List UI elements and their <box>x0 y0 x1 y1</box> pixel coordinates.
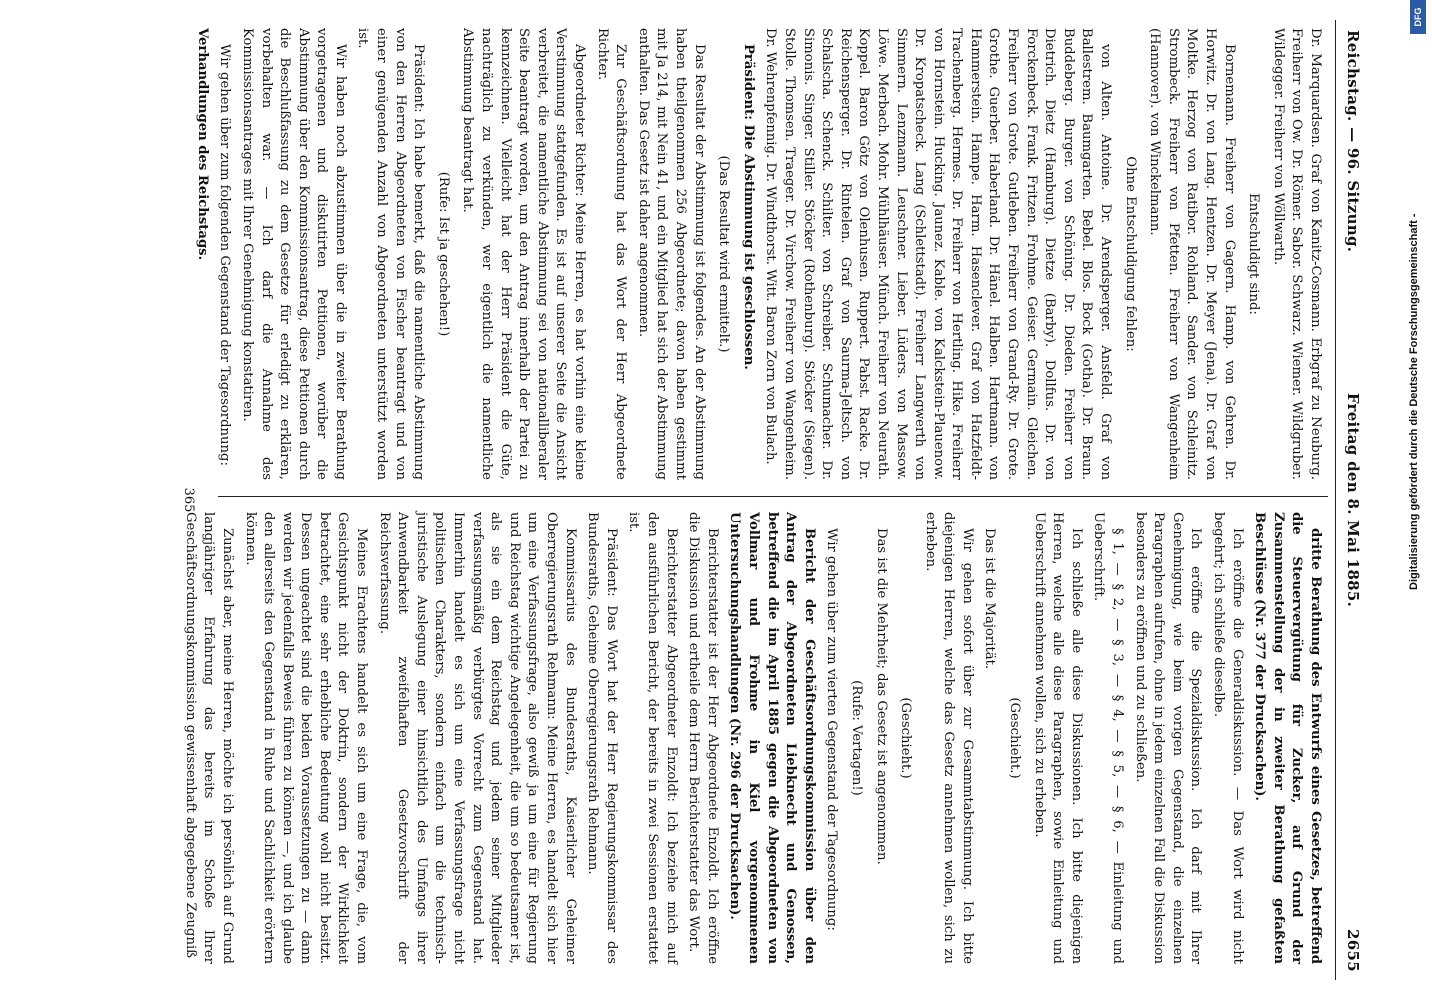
paragraph: Wir gehen über zum folgenden Gegenstand der Tagesordnung: <box>217 44 233 466</box>
header-rule <box>1335 20 1336 980</box>
paragraph: Ich schließe alle diese Diskussionen. Ich bitte diejenigen Herren, welche alle diese Paragraphen, sowie Einleitung und Ueberschrift annehmen wollen, sich zu erheben. <box>1031 512 1084 964</box>
paragraph: Kommissarius des Bundesraths, Kaiserlicher Geheimer Oberregierungsrath Rehmann: Meine Herren, es handelt sich hier um eine Verfassungsfrage, also gewiß ja um eine für Regierung und Reichstag wichtige Angelegenheit, die um so bedeutsamer ist, als sie ein dem Reichstag und jedem seiner Mitglieder verfassungsmäßig verbürgtes Vorrecht zum Gegenstand hat. Immerhin handelt es sich um eine Verfassungsfrage nicht politischen Charakters, sondern einfach um die technisch-juristische Auslegung einer hinsichtlich des Umfangs ihrer Anwendbarkeit zweifelhaften Gesetzvorschrift der Reichsverfassung. <box>376 512 578 964</box>
paragraph: (Rufe: Ist ja geschehen!) <box>435 171 451 337</box>
page-number: 2655 <box>1344 929 1362 972</box>
section-heading: Ohne Entschuldigung fehlen: <box>1122 156 1138 352</box>
paragraph: (Rufe: Vertagen!) <box>848 680 864 796</box>
paragraph: dritte Berathung des Entwurfs eines Gesetzes, betreffend die Steuervergütung für Zucker, auf Grund der Zusammenstellung der in zweiter Berathung gefaßten Beschlüsse (Nr. 377 der Drucksachen). <box>1252 512 1323 964</box>
paragraph: Meines Erachtens handelt es sich um eine Frage, die, vom Gesichtspunkt nicht der Doktrin, sondern der Wirklichkeit betrachtet, eine sehr erhebliche Bedeutung wohl nicht besitzt. Dessen ungeachtet sind die beiden Voraussetzungen zu — dann werden wir jedenfalls Beweis führen zu können —, und ich glaube den allerseits den Gegenstand in Ruhe und Sachlichkeit erörtern können. <box>242 512 370 964</box>
column-divider <box>218 496 1328 497</box>
paragraph: Das ist die Mehrheit; das Gesetz ist angenommen. <box>873 528 889 865</box>
right-column <box>36 512 1324 964</box>
paragraph: Dr. Marquardsen. Graf von Kanitz-Cosmann. Erbgraf zu Neuburg. Freiherr von Ow. Dr. Römer. Sabor. Schwarz. Wiemer. Wildgruber. Wildegger. Freiherr von Wöllwarth. <box>1270 28 1323 480</box>
paragraph: Bericht der Geschäftsordnungskommission über den Antrag der Abgeordneten Liebknecht und Genossen, betreffend die im April 1885 gegen die Abgeordneten von Vollmar und Frohme in Kiel vorgenommenen Untersuchungshandlungen (Nr. 296 der Drucksachen). <box>727 512 817 964</box>
paragraph: Berichterstatter Abgeordneter Enzoldt: Ich beziehe mich auf den ausführlichen Bericht, der bereits in zwei Sessionen erstattet ist. <box>626 512 679 964</box>
paragraph: Wir gehen sofort über zur Gesammtabstimmung. Ich bitte diejenigen Herren, welche das Gesetz annehmen wollen, sich zu erheben. <box>922 512 975 964</box>
paragraph: § 1, — § 2, — § 3, — § 4, — § 5, — § 6, — Einleitung und Ueberschrift. <box>1091 512 1126 964</box>
paragraph: Zur Geschäftsordnung hat das Wort der Herr Abgeordnete Richter. <box>594 28 629 480</box>
paragraph: (Geschieht.) <box>1007 697 1023 779</box>
paragraph: Das Resultat der Abstimmung ist folgendes. An der Abstimmung haben theilgenommen 256 Abgeordnete; davon haben gestimmt mit Ja 214, mit Nein 41, und ein Mitglied hat sich der Abstimmung enthalten. Das Gesetz ist daher angenommen. <box>635 28 707 480</box>
digitization-credit <box>1402 0 1432 1000</box>
paragraph: (Geschieht.) <box>898 697 914 779</box>
paragraph: Zunächst aber, meine Herren, möchte ich persönlich auf Grund langjähriger Erfahrung das bereits im Schoße Ihrer Geschäftsordnungskommission gewissenhaft abgegebene Zeugniß <box>182 512 235 964</box>
paragraph: Ich eröffne die Generaldiskussion. — Das Wort wird nicht begehrt; ich schließe dieselbe. <box>1211 512 1245 964</box>
header-center: Freitag den 8. Mai 1885. <box>1344 392 1362 608</box>
paragraph: Präsident: Die Abstimmung ist geschlossen. <box>740 44 756 370</box>
page-header <box>1332 20 1376 980</box>
credit-text: Digitalisierung gefördert durch die Deutsche Forschungsgemeinschaft - <box>1408 213 1420 590</box>
section-heading: Entschuldigt sind: <box>1246 193 1262 315</box>
dfg-logo-text: DFG <box>1413 7 1423 27</box>
paragraph: Das ist die Majorität. <box>982 528 998 670</box>
signature-number: 365 <box>181 487 196 513</box>
paragraph: Abgeordneter Richter: Meine Herren, es hat vorhin eine kleine Verstimmung stattgefunden. Es ist auf unserer Seite die Ansicht verbreitet, die namentliche Abstimmung sei von nationalliberaler Seite beantragt worden, um den Antrag innerhalb der Partei zu kennzeichnen. Vielleicht hat der Herr Präsident die Güte, nachträglich zu verkünden, wer eigentlich die namentliche Abstimmung beantragt hat. <box>460 28 588 480</box>
header-left: Reichstag. — 96. Sitzung. <box>1344 30 1362 253</box>
paragraph: Wir gehen über zum vierten Gegenstand der Tagesordnung: <box>824 528 840 931</box>
paragraph: (Das Resultat wird ermittelt.) <box>716 155 732 353</box>
footer-note: Verhandlungen des Reichstags. <box>194 28 210 261</box>
paragraph: von Alten. Antoine. Dr. Arendsperger. Ansfeld. Graf von Ballestrem. Baumgarten. Bebel. Blos. Bock (Gotha). Dr. Braun. Buddeberg. Burger. von Schöning. Dr. Dieden. Freiherr von Dietrich. Dietz (Hamburg). Dietze (Barby). Dollfus. Dr. von Forckenbeck. Frank. Fritzen. Frohme. Geiser. Germain. Gleichen. Freiherr von Grote. Gutleben. Freiherr von Grand-Ry. Dr. Grote. Grothe. Guerber. Haberland. Dr. Hänel. Halben. Hartmann. von Hammerstein. Hampe. Harm. Hasenclever. Graf von Hatzfeldt-Trachenberg. Hermes. Dr. Freiherr von Hertling. Hike. Freiherr von Hornstein. Hucking. Jaunez. Kable. von Kalckstein-Plauenow. Dr. Kropatscheck. Lang (Schlettstadt). Freiherr Langwerth von Simmern. Lenzmann. Leuschner. Lieber. Lüders. von Massow. Löwe. Merbach. Mohr. Mühlhäuser. Münch. Freiherr von Neurath. Koppel. Baron Götz von Olenhusen. Ruppert. Pabst. Racke. Dr. Reichensperger. Dr. Rintelen. Graf von Saurma-Jeltsch. von Schalscha. Schenck. Schilter. von Schreiber. Schumacher. Dr. Simonis. Singer. Stiller. Stöcker (Rothenburg). Stöcker (Siegen). Stolle. Thomsen. Traeger. Dr. Virchow. Freiherr von Wangenheim. Dr. Wehrenpfennig. Dr. Windthorst. Witt. Baron Zorn von Bulach. <box>763 28 1114 480</box>
paragraph: Bornemann. Freiherr von Gagern. Hamp. von Gehren. Dr. Horwitz. Dr. von Lang. Hentzen. Dr. Meyer (Jena). Dr. Graf von Moltke. Herzog von Ratibor. Rohland. Sander. von Schleinitz. Strombeck. Freiherr von Pfetten. Freiherr von Wangenheim (Hannover). von Winckelmann. <box>1147 28 1237 480</box>
paragraph: Berichterstatter ist der Herr Abgeordnete Enzoldt. Ich eröffne die Diskussion und ertheile dem Herrn Berichterstatter das Wort. <box>686 512 720 964</box>
left-column <box>36 28 1324 480</box>
rotated-page <box>36 20 1376 980</box>
paragraph: Präsident: Das Wort hat der Herr Regierungskommissar des Bundesraths, Geheime Oberregierungsrath Rehmann. <box>585 512 619 964</box>
paragraph: Ich eröffne die Spezialdiskussion. Ich darf mit Ihrer Genehmigung, wie beim vorigen Gegenstand, die einzelnen Paragraphen aufrufen, ohne in jedem einzelnen Fall die Diskussion besonders zu eröffnen und zu schließen. <box>1132 512 1204 964</box>
paragraph: Wir haben noch abzustimmen über die in zweiter Berathung vorgetragenen und diskutirten Petitionen, worüber die Abstimmung über den Kommissionsantrag, diese Petitionen durch die Beschlußfassung zu dem Gesetze für erledigt zu erklären, vorbehalten war. — Ich darf die Annahme des Kommissionsantrages mit Ihrer Genehmigung konstatiren. <box>239 28 348 480</box>
paragraph: Präsident: Ich habe bemerkt, daß die namentliche Abstimmung von den Herren Abgeordneten von Fischer beantragt und von einer genügenden Anzahl von Abgeordneten unterstützt worden ist. <box>355 28 427 480</box>
